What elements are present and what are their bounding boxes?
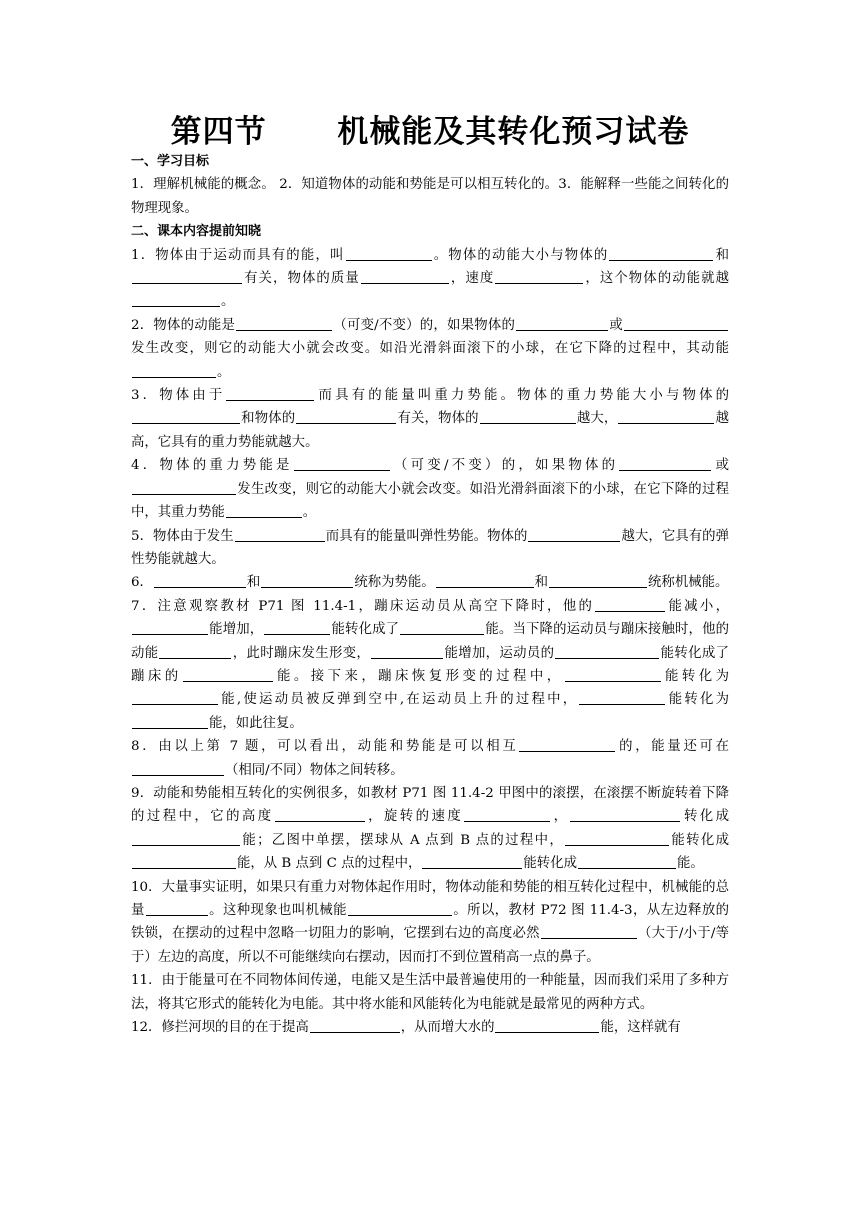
q3-text: 有关，物体的 xyxy=(397,411,479,427)
question-5 xyxy=(131,525,729,572)
question-7 xyxy=(131,595,729,735)
q9-text: 能；乙图中单摆，摆球从 A 点到 B 点的过程中， xyxy=(241,832,565,848)
q9-text: 9．动能和势能相互转化的实例很多，如教材 P71 图 11.4-2 甲图中的滚摆，在滚摆不断旋转着下降的过程中，它的高度 xyxy=(131,785,729,825)
blank xyxy=(570,806,680,822)
blank xyxy=(132,408,240,424)
q6-text: 和 xyxy=(246,575,261,591)
q1-text: 1．物体由于运动而具有的能，叫 xyxy=(131,247,345,263)
q9-text: ，旋转的速度 xyxy=(365,809,464,825)
q9-text: 能。 xyxy=(676,856,704,872)
q8-text: 的，能量还可在 xyxy=(616,739,729,755)
question-1 xyxy=(131,244,729,314)
q5-text: 5．物体由于发生 xyxy=(131,528,234,544)
blank xyxy=(495,1017,599,1033)
q10-text: 。这种现象也叫机械能 xyxy=(208,903,347,918)
blank xyxy=(132,619,208,635)
question-11: 11．由于能量可在不同物体间传递，电能又是生活中最普遍使用的一种能量，因而我们采用了多种方法，将其它形式的能转化为电能。其中将水能和风能转化为电能就是最常见的两种方式。 xyxy=(131,973,729,1012)
blank xyxy=(516,315,608,331)
q9-text: 能转化成 xyxy=(523,856,577,872)
q3-text: 越大， xyxy=(576,411,618,427)
blank xyxy=(132,479,236,495)
blank xyxy=(296,408,396,424)
q4-text: （可变/不变）的，如果物体的 xyxy=(390,458,619,474)
question-12 xyxy=(131,1016,729,1039)
blank xyxy=(371,643,443,659)
q2-text: 或 xyxy=(609,317,623,333)
blank xyxy=(132,853,236,869)
q8-text: （相同/不同）物体之间转移。 xyxy=(225,762,404,778)
blank xyxy=(400,619,484,635)
blank xyxy=(422,853,522,869)
blank xyxy=(159,643,231,659)
q2-text: 2．物体的动能是 xyxy=(131,317,236,333)
blank xyxy=(578,853,676,869)
q12-text: 能，这样就有 xyxy=(600,1020,681,1036)
blank xyxy=(310,1017,400,1033)
q10-text: 10．大量事实证明，如果只有重力对物体起作用时，物体动能和势能的相互转化过程中，机械能的总量 xyxy=(131,879,729,918)
q7-text: 能转化为 xyxy=(661,668,730,684)
blank xyxy=(361,268,449,284)
blank xyxy=(226,385,314,401)
blank xyxy=(624,315,728,331)
exam-content xyxy=(131,150,729,1039)
q5-text: 越大，它具有的弹性势能就越大。 xyxy=(131,528,729,567)
blank xyxy=(132,268,242,284)
blank xyxy=(264,619,330,635)
blank xyxy=(132,713,208,729)
q10-text: （大于/小于/等于）左边的高度，所以不可能继续向右摆动，因而打不到位置稍高一点的鼻子。 xyxy=(131,926,729,965)
blank xyxy=(495,268,583,284)
q7-text: 能转化成了 xyxy=(331,622,400,638)
blank xyxy=(480,408,576,424)
blank xyxy=(579,689,665,705)
blank xyxy=(436,572,534,588)
blank xyxy=(183,666,273,682)
blank xyxy=(595,596,665,612)
q7-text: 能增加， xyxy=(209,622,264,638)
q7-text: 能转化成了蹦床的 xyxy=(131,645,730,684)
question-9 xyxy=(131,782,729,876)
blank xyxy=(464,806,550,822)
blank xyxy=(146,900,208,916)
q7-text: 能转化为 xyxy=(666,692,730,708)
q1-text: 有关，物体的质量 xyxy=(243,271,360,287)
question-10 xyxy=(131,876,729,970)
blank xyxy=(226,502,302,518)
q10-text: 。所以，教材 P72 图 11.4-3，从左边释放的铁锁，在摆动的过程中忽略一切阻力的影响，它摆到右边的高度必然 xyxy=(131,903,729,942)
question-8 xyxy=(131,735,729,782)
q12-text: 12．修拦河坝的目的在于提高 xyxy=(131,1020,309,1036)
q7-text: 能。当下降的运动员与蹦床接触时，他的动能 xyxy=(131,622,730,661)
q4-text: 4．物体的重力势能是 xyxy=(131,458,293,474)
q7-text: 能,使运动员被反弹到空中,在运动员上升的过程中， xyxy=(219,692,579,708)
q6-text: 统称机械能。 xyxy=(648,575,729,591)
question-2 xyxy=(131,314,729,384)
q7-text: ，此时蹦床发生形变， xyxy=(232,645,371,661)
q6-text: 统称为势能。 xyxy=(354,575,435,591)
q6-text: 6． xyxy=(131,575,153,591)
blank xyxy=(346,245,432,261)
blank xyxy=(261,572,353,588)
blank xyxy=(154,572,246,588)
blank xyxy=(618,408,714,424)
q1-text: ，速度 xyxy=(449,271,495,287)
q7-text: 能，如此往复。 xyxy=(209,715,303,731)
q9-text: 能，从 B 点到 C 点的过程中， xyxy=(237,856,422,872)
section-heading-preview: 二、课本内容提前知晓 xyxy=(131,224,262,240)
q3-text: 和物体的 xyxy=(241,411,296,427)
q7-text: 7．注意观察教材 P71 图 11.4-1，蹦床运动员从高空下降时，他的 xyxy=(131,598,595,614)
blank xyxy=(132,689,218,705)
q7-text: 能。接下来，蹦床恢复形变的过程中， xyxy=(273,668,564,684)
q2-text: （可变/不变）的，如果物体的 xyxy=(333,317,516,333)
q9-text: 转化成 xyxy=(681,809,730,825)
blank xyxy=(348,900,452,916)
section-heading-goals: 一、学习目标 xyxy=(131,154,210,169)
blank xyxy=(132,291,220,307)
question-6 xyxy=(131,571,729,594)
blank xyxy=(236,315,332,331)
q12-text: ，从而增大水的 xyxy=(400,1020,495,1036)
blank xyxy=(549,572,647,588)
question-4 xyxy=(131,454,729,524)
q4-text: 。 xyxy=(302,505,317,521)
q1-text: 。 xyxy=(221,294,235,310)
blank xyxy=(555,643,659,659)
blank xyxy=(565,666,661,682)
blank xyxy=(275,806,365,822)
q6-text: 和 xyxy=(534,575,549,591)
q7-text: 能增加，运动员的 xyxy=(444,645,555,661)
q3-text: 越高，它具有的重力势能就越大。 xyxy=(131,411,730,450)
q8-text: 8．由以上第 7 题，可以看出，动能和势能是可以相互 xyxy=(131,739,519,755)
q3-text: 而具有的能量叫重力势能。物体的重力势能大小与物体的 xyxy=(315,388,730,404)
blank xyxy=(132,760,224,776)
q1-text: 和 xyxy=(714,247,730,263)
q3-text: 3．物体由于 xyxy=(131,388,226,404)
q4-text: 或 xyxy=(712,458,729,474)
question-3 xyxy=(131,384,729,454)
q1-text: ，这个物体的动能就越 xyxy=(584,271,729,287)
blank xyxy=(619,455,711,471)
blank xyxy=(565,830,669,846)
q7-text: 能减小， xyxy=(666,598,729,614)
blank xyxy=(609,245,713,261)
goals-text: 1．理解机械能的概念。 2．知道物体的动能和势能是可以相互转化的。3．能解释一些能之间转化的物理现象。 xyxy=(131,177,729,216)
blank xyxy=(235,526,325,542)
q2-text: 。 xyxy=(217,364,231,380)
page-title: 第四节 机械能及其转化预习试卷 xyxy=(170,114,690,150)
blank xyxy=(519,736,615,752)
blank xyxy=(132,830,240,846)
q4-text: 发生改变，则它的动能大小就会改变。如沿光滑斜面滚下的小球，在它下降的过程中，其重力势能 xyxy=(131,481,729,521)
blank xyxy=(132,362,216,378)
blank xyxy=(541,923,637,939)
blank xyxy=(528,526,620,542)
q9-text: ， xyxy=(551,809,570,825)
blank xyxy=(294,455,390,471)
q9-text: 能转化成 xyxy=(670,832,729,848)
q2-text: 发生改变，则它的动能大小就会改变。如沿光滑斜面滚下的小球，在它下降的过程中，其动能 xyxy=(131,341,729,357)
q1-text: 。物体的动能大小与物体的 xyxy=(432,247,609,263)
q5-text: 而具有的能量叫弹性势能。物体的 xyxy=(325,528,528,544)
